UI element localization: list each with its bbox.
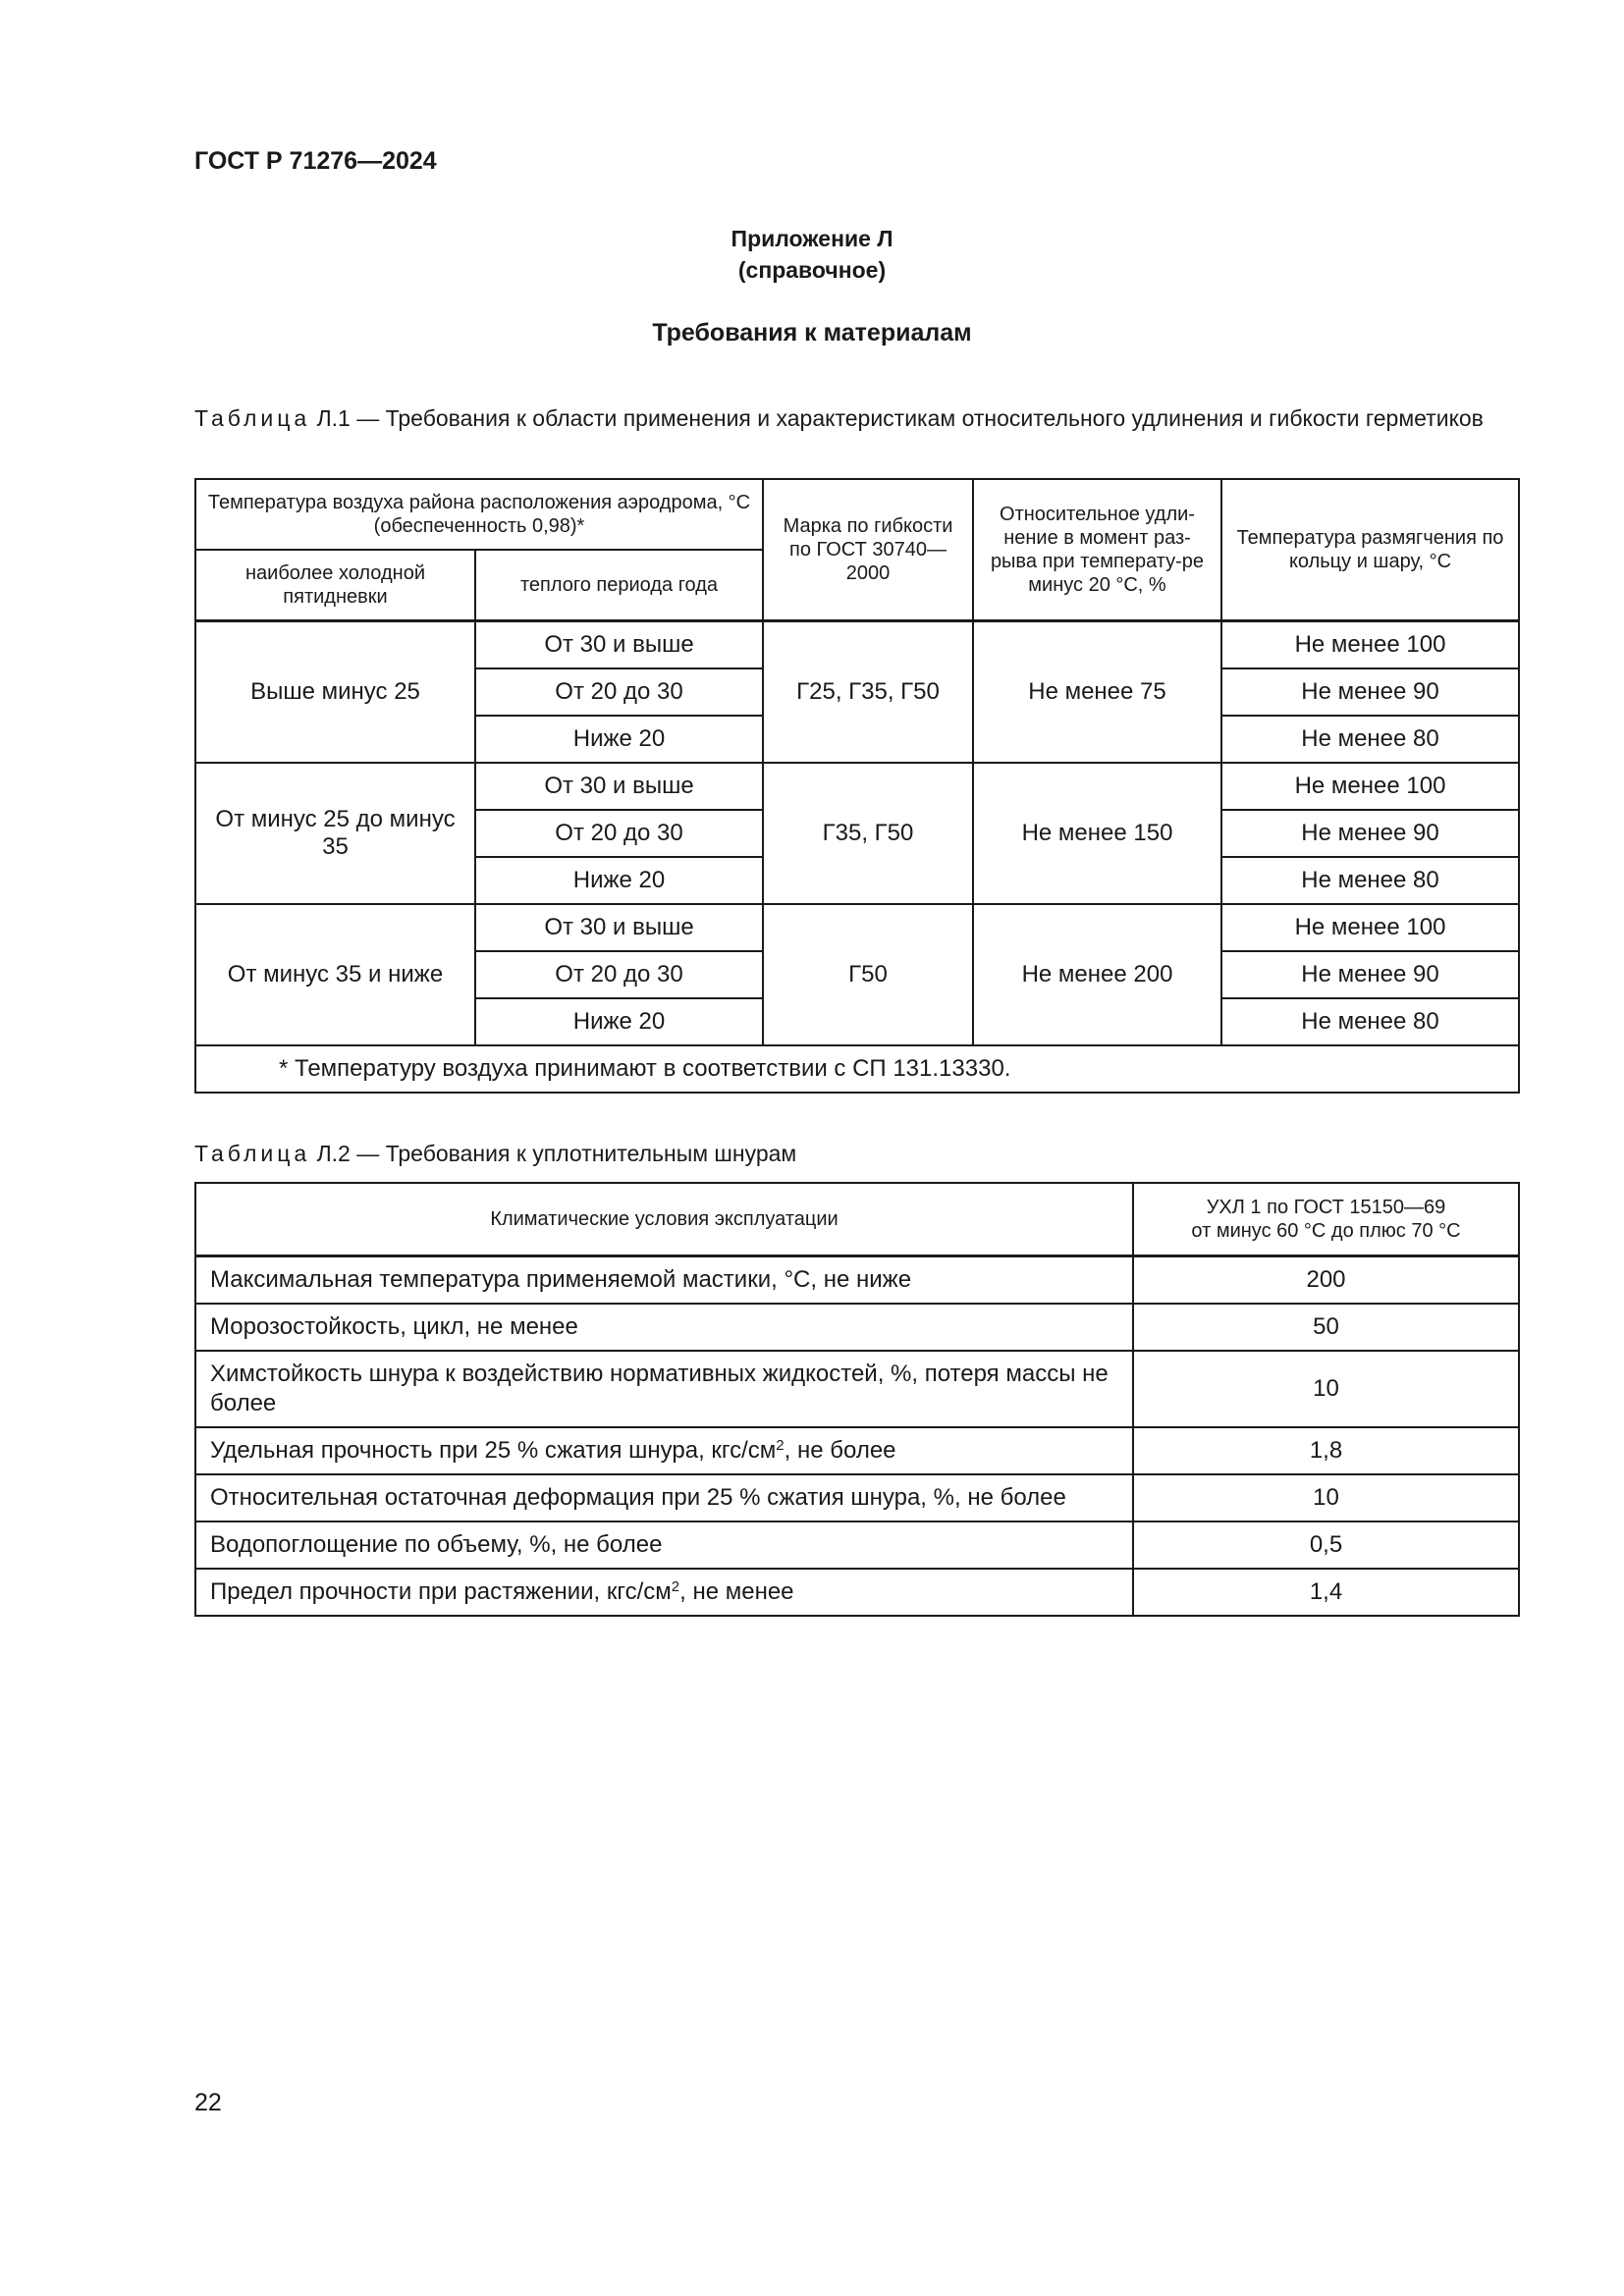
elongation-cell: Не менее 75: [973, 620, 1221, 763]
softening-cell: Не менее 80: [1221, 998, 1519, 1045]
property-value: 200: [1133, 1256, 1519, 1305]
table1-caption-prefix: Таблица: [194, 405, 311, 431]
warm-temperature-cell: От 30 и выше: [475, 904, 763, 951]
warm-temperature-cell: От 20 до 30: [475, 951, 763, 998]
table-row: [195, 1522, 1519, 1569]
table2-caption: [194, 1139, 1516, 1168]
flex-grade-cell: Г35, Г50: [763, 763, 973, 904]
table-row: [195, 1304, 1519, 1351]
softening-cell: Не менее 100: [1221, 763, 1519, 810]
property-label-text: Удельная прочность при 25 % сжатия шнура, кгс/см: [210, 1437, 777, 1464]
table-row: [195, 1569, 1519, 1616]
header-climate-class: [1133, 1183, 1519, 1256]
table-row: [195, 1474, 1519, 1522]
property-label-suffix: , не более: [784, 1437, 896, 1464]
header-operating-conditions: Климатические условия эксплуатации: [195, 1183, 1133, 1256]
warm-temperature-cell: От 30 и выше: [475, 763, 763, 810]
flex-grade-cell: Г25, Г35, Г50: [763, 620, 973, 763]
sealant-requirements-table: [194, 478, 1520, 1094]
softening-cell: Не менее 80: [1221, 857, 1519, 904]
cold-temperature-cell: От минус 35 и ниже: [195, 904, 475, 1045]
climate-class-line2: от минус 60 °С до плюс 70 °С: [1191, 1220, 1461, 1242]
header-softening-temperature: Температура размягчения по кольцу и шару, °С: [1221, 479, 1519, 620]
property-label: Химстойкость шнура к воздействию нормативных жидкостей, %, потеря массы не более: [195, 1351, 1133, 1427]
warm-temperature-cell: От 20 до 30: [475, 668, 763, 716]
table2-caption-prefix: Таблица: [194, 1141, 311, 1166]
header-coldest-five-days: наиболее холодной пятидневки: [195, 550, 475, 620]
header-temperature-group: Температура воздуха района расположения аэродрома, °С (обеспеченность 0,98)*: [195, 479, 763, 550]
property-label: [195, 1427, 1133, 1474]
superscript: 2: [671, 1578, 680, 1595]
header-flex-grade: Марка по гибкости по ГОСТ 30740—2000: [763, 479, 973, 620]
cold-temperature-cell: Выше минус 25: [195, 620, 475, 763]
table-footnote: * Температуру воздуха принимают в соответствии с СП 131.13330.: [195, 1045, 1519, 1093]
table-row: [195, 763, 1519, 810]
warm-temperature-cell: Ниже 20: [475, 857, 763, 904]
property-label-text: Предел прочности при растяжении, кгс/см: [210, 1578, 672, 1605]
property-value: 0,5: [1133, 1522, 1519, 1569]
document-code: ГОСТ Р 71276—2024: [194, 147, 437, 175]
table-row: [195, 1351, 1519, 1427]
property-label-suffix: , не менее: [679, 1578, 794, 1605]
elongation-cell: Не менее 150: [973, 763, 1221, 904]
property-label: [195, 1569, 1133, 1616]
property-value: 10: [1133, 1351, 1519, 1427]
property-value: 1,8: [1133, 1427, 1519, 1474]
superscript: 2: [776, 1437, 785, 1454]
cold-temperature-cell: От минус 25 до минус 35: [195, 763, 475, 904]
table-row: [195, 904, 1519, 951]
appendix-kind: (справочное): [737, 257, 887, 283]
table1-caption: [194, 403, 1516, 433]
property-value: 1,4: [1133, 1569, 1519, 1616]
header-warm-period: теплого периода года: [475, 550, 763, 620]
property-label: Максимальная температура применяемой мастики, °С, не ниже: [195, 1256, 1133, 1305]
softening-cell: Не менее 90: [1221, 951, 1519, 998]
property-value: 50: [1133, 1304, 1519, 1351]
warm-temperature-cell: От 20 до 30: [475, 810, 763, 857]
table-row: [195, 1256, 1519, 1305]
table-footnote-row: [195, 1045, 1519, 1093]
warm-temperature-cell: Ниже 20: [475, 716, 763, 763]
elongation-cell: Не менее 200: [973, 904, 1221, 1045]
section-title: Требования к материалам: [652, 319, 972, 347]
property-label: Водопоглощение по объему, %, не более: [195, 1522, 1133, 1569]
softening-cell: Не менее 100: [1221, 904, 1519, 951]
table-row: [195, 620, 1519, 668]
warm-temperature-cell: От 30 и выше: [475, 620, 763, 668]
softening-cell: Не менее 100: [1221, 620, 1519, 668]
table-row: [195, 1427, 1519, 1474]
property-label: Относительная остаточная деформация при 25 % сжатия шнура, %, не более: [195, 1474, 1133, 1522]
warm-temperature-cell: Ниже 20: [475, 998, 763, 1045]
page-number: 22: [194, 2089, 222, 2116]
softening-cell: Не менее 90: [1221, 668, 1519, 716]
sealing-cord-requirements-table: [194, 1182, 1520, 1617]
header-elongation: Относительное удли-нение в момент раз-рыва при температу-ре минус 20 °С, %: [973, 479, 1221, 620]
appendix-title: Приложение Л: [731, 226, 893, 251]
property-label: Морозостойкость, цикл, не менее: [195, 1304, 1133, 1351]
property-value: 10: [1133, 1474, 1519, 1522]
table1-caption-text: Л.1 — Требования к области применения и характеристикам относительного удлинения и гибкости герметиков: [316, 405, 1484, 431]
flex-grade-cell: Г50: [763, 904, 973, 1045]
softening-cell: Не менее 90: [1221, 810, 1519, 857]
softening-cell: Не менее 80: [1221, 716, 1519, 763]
climate-class-line1: УХЛ 1 по ГОСТ 15150—69: [1206, 1197, 1446, 1218]
table2-caption-text: Л.2 — Требования к уплотнительным шнурам: [316, 1141, 797, 1166]
